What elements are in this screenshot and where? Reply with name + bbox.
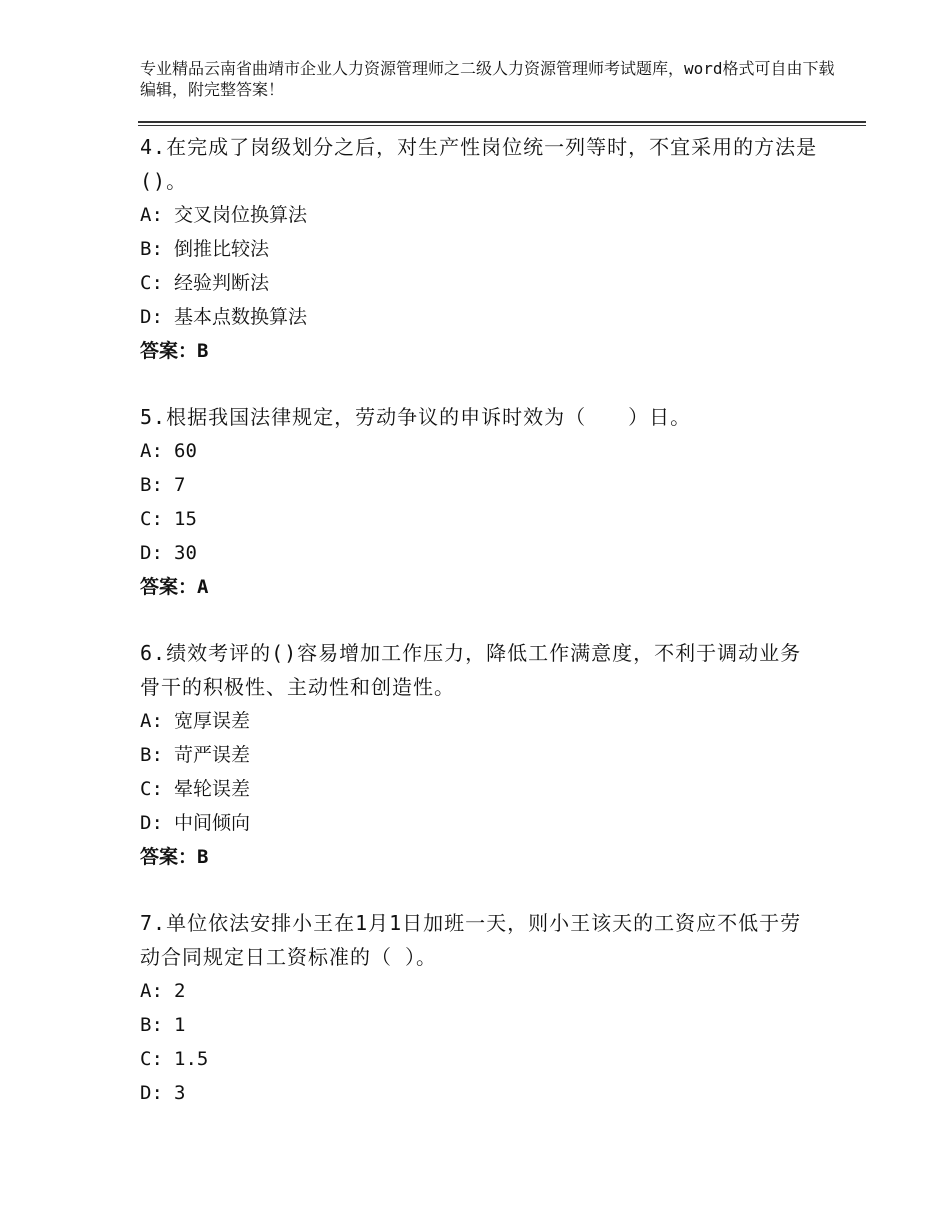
- option-value: 3: [174, 1082, 186, 1104]
- option-value: 基本点数换算法: [174, 306, 308, 328]
- option-key: A:: [140, 980, 163, 1002]
- option-key: A:: [140, 440, 163, 462]
- option-value: 中间倾向: [174, 812, 251, 834]
- option-value: 7: [174, 474, 186, 496]
- option-d: [140, 806, 820, 840]
- option-key: D:: [140, 306, 163, 328]
- option-key: B:: [140, 238, 163, 260]
- option-key: B:: [140, 474, 163, 496]
- question-4: [140, 130, 820, 368]
- option-d: [140, 300, 820, 334]
- option-value: 苛严误差: [174, 744, 251, 766]
- option-key: D:: [140, 1082, 163, 1104]
- option-value: 宽厚误差: [174, 710, 251, 732]
- question-text: 7.单位依法安排小王在1月1日加班一天，则小王该天的工资应不低于劳动合同规定日工资标准的（ ）。: [140, 911, 802, 969]
- option-key: A:: [140, 204, 163, 226]
- option-a: [140, 434, 820, 468]
- option-key: B:: [140, 744, 163, 766]
- option-a: [140, 198, 820, 232]
- option-value: 30: [174, 542, 197, 564]
- option-key: C:: [140, 778, 163, 800]
- option-b: [140, 738, 820, 772]
- answer-label: 答案：A: [140, 576, 209, 598]
- question-list: [140, 130, 820, 1142]
- option-c: [140, 502, 820, 536]
- option-key: A:: [140, 710, 163, 732]
- option-key: C:: [140, 1048, 163, 1070]
- option-value: 倒推比较法: [174, 238, 270, 260]
- option-key: D:: [140, 542, 163, 564]
- question-text: 6.绩效考评的()容易增加工作压力，降低工作满意度，不利于调动业务骨干的积极性、主动性和创造性。: [140, 641, 802, 699]
- option-key: C:: [140, 508, 163, 530]
- answer-label: 答案：B: [140, 846, 209, 868]
- header-divider-thin: [138, 125, 866, 126]
- question-6: [140, 636, 820, 874]
- option-key: B:: [140, 1014, 163, 1036]
- option-key: D:: [140, 812, 163, 834]
- question-text: 4.在完成了岗级划分之后，对生产性岗位统一列等时，不宜采用的方法是()。: [140, 135, 818, 193]
- header-divider-thick: [138, 121, 866, 123]
- option-value: 晕轮误差: [174, 778, 251, 800]
- option-c: [140, 266, 820, 300]
- option-value: 2: [174, 980, 186, 1002]
- option-a: [140, 704, 820, 738]
- option-value: 1: [174, 1014, 186, 1036]
- document-header: 专业精品云南省曲靖市企业人力资源管理师之二级人力资源管理师考试题库，word格式可自由下载编辑，附完整答案！: [140, 59, 835, 99]
- option-value: 1.5: [174, 1048, 209, 1070]
- option-value: 交叉岗位换算法: [174, 204, 308, 226]
- option-value: 60: [174, 440, 197, 462]
- option-d: [140, 536, 820, 570]
- question-7: [140, 906, 820, 1110]
- question-text: 5.根据我国法律规定，劳动争议的申诉时效为（ ）日。: [140, 405, 692, 429]
- option-d: [140, 1076, 820, 1110]
- answer-label: 答案：B: [140, 340, 209, 362]
- option-value: 经验判断法: [174, 272, 270, 294]
- option-c: [140, 1042, 820, 1076]
- option-key: C:: [140, 272, 163, 294]
- question-5: [140, 400, 820, 604]
- option-c: [140, 772, 820, 806]
- option-b: [140, 468, 820, 502]
- option-b: [140, 1008, 820, 1042]
- option-b: [140, 232, 820, 266]
- option-a: [140, 974, 820, 1008]
- option-value: 15: [174, 508, 197, 530]
